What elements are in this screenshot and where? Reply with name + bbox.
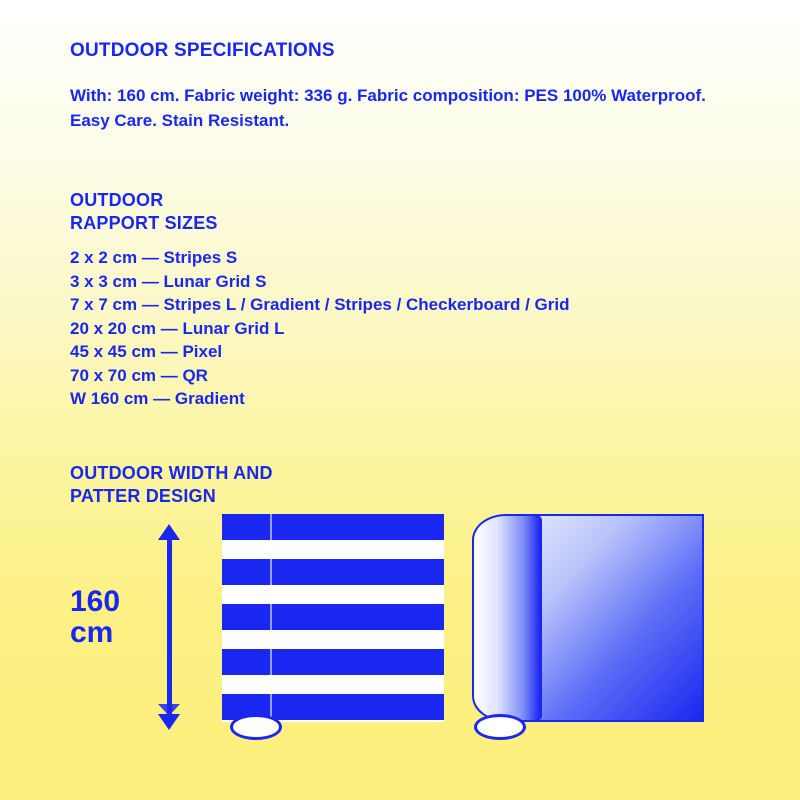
measurement-label — [70, 586, 150, 648]
roll-curl — [472, 514, 542, 722]
striped-pattern — [222, 514, 444, 722]
list-item: 2 x 2 cm — Stripes S — [70, 248, 238, 268]
rapport-sizes-section — [70, 189, 730, 410]
rapport-heading-line-1: OUTDOOR — [70, 190, 164, 211]
list-item: 7 x 7 cm — Stripes L / Gradient / Stripes / Checkerboard / Grid — [70, 295, 570, 315]
arrow-down-icon — [158, 714, 180, 730]
roll-end-cap — [474, 714, 526, 740]
list-item: 45 x 45 cm — Pixel — [70, 342, 223, 362]
rapport-heading — [70, 189, 730, 234]
measurement-unit: cm — [70, 616, 114, 650]
rapport-size-list — [70, 246, 730, 410]
specifications-body: With: 160 cm. Fabric weight: 336 g. Fabric composition: PES 100% Waterproof. Easy Care. Stain Resistant. — [70, 86, 706, 130]
list-item: 20 x 20 cm — Lunar Grid L — [70, 318, 285, 338]
roll-seam-line — [270, 514, 272, 722]
rapport-heading-line-2: RAPPORT SIZES — [70, 212, 218, 233]
list-item: 3 x 3 cm — Lunar Grid S — [70, 271, 267, 291]
list-item: 70 x 70 cm — QR — [70, 365, 208, 385]
list-item: W 160 cm — Gradient — [70, 389, 245, 408]
height-measure-arrow-icon — [158, 524, 180, 730]
width-design-heading-line-1: OUTDOOR WIDTH AND — [70, 463, 273, 484]
roll-end-cap — [230, 714, 282, 740]
fabric-width-diagram — [70, 500, 740, 750]
striped-fabric-roll — [222, 514, 444, 730]
page-title: OUTDOOR SPECIFICATIONS — [70, 40, 335, 61]
arrow-shaft — [167, 534, 172, 720]
gradient-fabric-roll — [472, 514, 704, 730]
measurement-value: 160 — [70, 585, 121, 618]
width-design-heading-line-2: PATTER DESIGN — [70, 485, 216, 506]
